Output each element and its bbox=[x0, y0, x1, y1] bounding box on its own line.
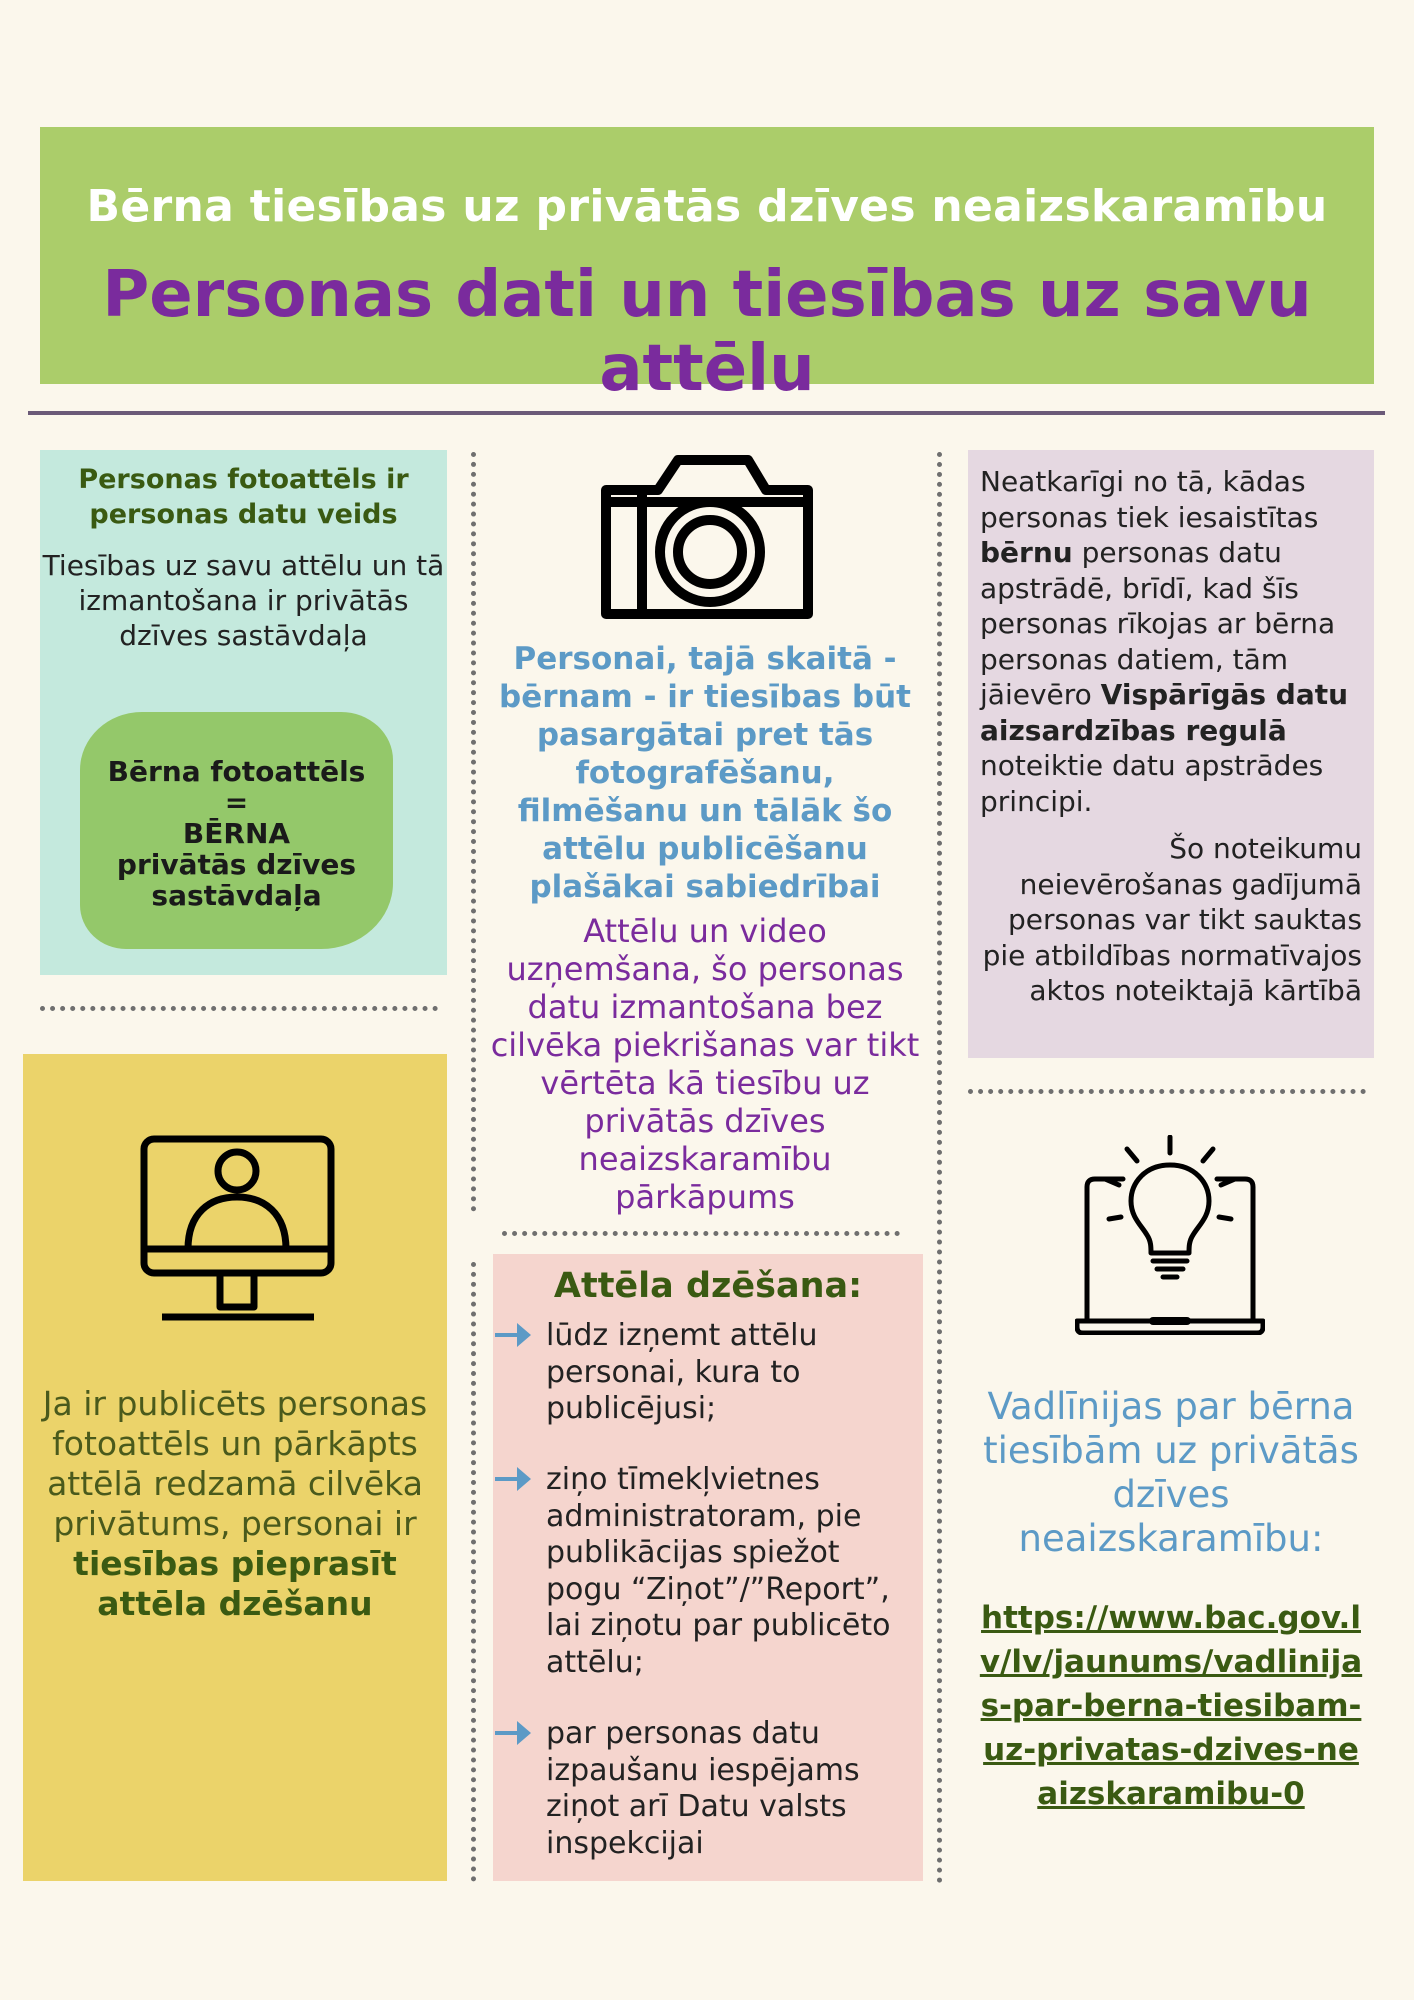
divider-horizontal-right bbox=[968, 1089, 1366, 1094]
photo-data-text: Tiesības uz savu attēlu un tā izmantošana ir privātās dzīves sastāvdaļa bbox=[42, 549, 445, 652]
page-title: Personas dati un tiesības uz savu attēlu bbox=[102, 258, 1312, 406]
bubble-line-1: Bērna fotoattēls bbox=[107, 755, 366, 788]
deletion-card bbox=[493, 1254, 923, 1881]
monitor-user-icon bbox=[140, 1135, 335, 1325]
gdpr-bold-regulation: Vispārīgās datu aizsardzības regulā bbox=[980, 678, 1349, 747]
deletion-item-2 bbox=[493, 1462, 913, 1681]
bubble-line-2: = bbox=[224, 786, 249, 819]
guidelines-link[interactable]: https://www.bac.gov.lv/lv/jaunums/vadlinijas-par-berna-tiesibam-uz-privatas-dzives-neaizskaramibu-0 bbox=[979, 1600, 1363, 1812]
bubble-line-4: privātās dzīves bbox=[116, 848, 357, 881]
lightbulb-laptop-icon bbox=[1075, 1135, 1265, 1335]
arrow-right-icon bbox=[493, 1318, 533, 1352]
deletion-heading: Attēla dzēšana: bbox=[553, 1266, 863, 1306]
gdpr-bold-children: bērnu bbox=[980, 536, 1073, 569]
guidelines-text: Vadlīnijas par bērna tiesībām uz privātās dzīves neaizskaramību: bbox=[983, 1385, 1359, 1560]
photo-data-heading: Personas fotoattēls ir personas datu veids bbox=[78, 464, 409, 530]
gdpr-text: Neatkarīgi no tā, kādas personas tiek iesaistītas bērnu personas datu apstrādē, brīdī, kad šīs personas rīkojas ar bērna personas datiem, tām jāievēro Vispārīgās datu aizsardzības regulā noteiktie datu apstrādes principi. bbox=[980, 465, 1349, 818]
camera-icon bbox=[598, 452, 816, 622]
header-divider bbox=[28, 411, 1385, 415]
deletion-item-text: ziņo tīmekļvietnes administratoram, pie publikācijas spiežot pogu “Ziņot”/”Report”, lai ziņotu par publicēto attēlu; bbox=[546, 1462, 891, 1680]
deletion-item-1 bbox=[493, 1318, 913, 1428]
removal-right-text: Ja ir publicēts personas fotoattēls un pārkāpts attēlā redzamā cilvēka privātums, personai ir tiesības pieprasīt attēla dzēšanu bbox=[42, 1384, 428, 1623]
header-banner bbox=[40, 127, 1374, 406]
divider-vertical-right bbox=[937, 452, 942, 1884]
divider-horizontal-left bbox=[40, 1006, 438, 1011]
arrow-right-icon bbox=[493, 1716, 533, 1750]
violation-text: Attēlu un video uzņemšana, šo personas datu izmantošana bez cilvēka piekrišanas var tikt vērtēta kā tiesību uz privātās dzīves neaizskaramību pārkāpums bbox=[490, 912, 920, 1216]
bubble-text bbox=[80, 756, 393, 911]
deletion-item-text: lūdz izņemt attēlu personai, kura to publicējusi; bbox=[546, 1318, 818, 1426]
photo-data-card bbox=[40, 450, 447, 975]
gdpr-card bbox=[968, 450, 1374, 1058]
bubble-line-3: BĒRNA bbox=[182, 817, 291, 850]
divider-vertical-left bbox=[471, 452, 476, 1212]
divider-vertical-left-lower bbox=[471, 1262, 476, 1882]
arrow-right-icon bbox=[493, 1462, 533, 1496]
deletion-item-text: par personas datu izpaušanu iespējams ziņot arī Datu valsts inspekcijai bbox=[546, 1716, 860, 1861]
liability-text: Šo noteikumu neievērošanas gadījumā personas var tikt sauktas pie atbildības normatīvajos aktos noteiktajā kārtībā bbox=[982, 832, 1362, 1007]
header-subtitle: Bērna tiesības uz privātās dzīves neaizskaramību bbox=[86, 181, 1328, 232]
deletion-item-3 bbox=[493, 1716, 913, 1862]
divider-horizontal-center bbox=[502, 1231, 900, 1236]
child-photo-bubble bbox=[80, 712, 393, 949]
removal-right-bold: tiesības pieprasīt attēla dzēšanu bbox=[73, 1544, 397, 1623]
protection-text: Personai, tajā skaitā - bērnam - ir tiesības būt pasargātai pret tās fotografēšanu, filmēšanu un tālāk šo attēlu publicēšanu plašākai sabiedrībai bbox=[499, 641, 911, 905]
bubble-line-5: sastāvdaļa bbox=[151, 879, 322, 912]
